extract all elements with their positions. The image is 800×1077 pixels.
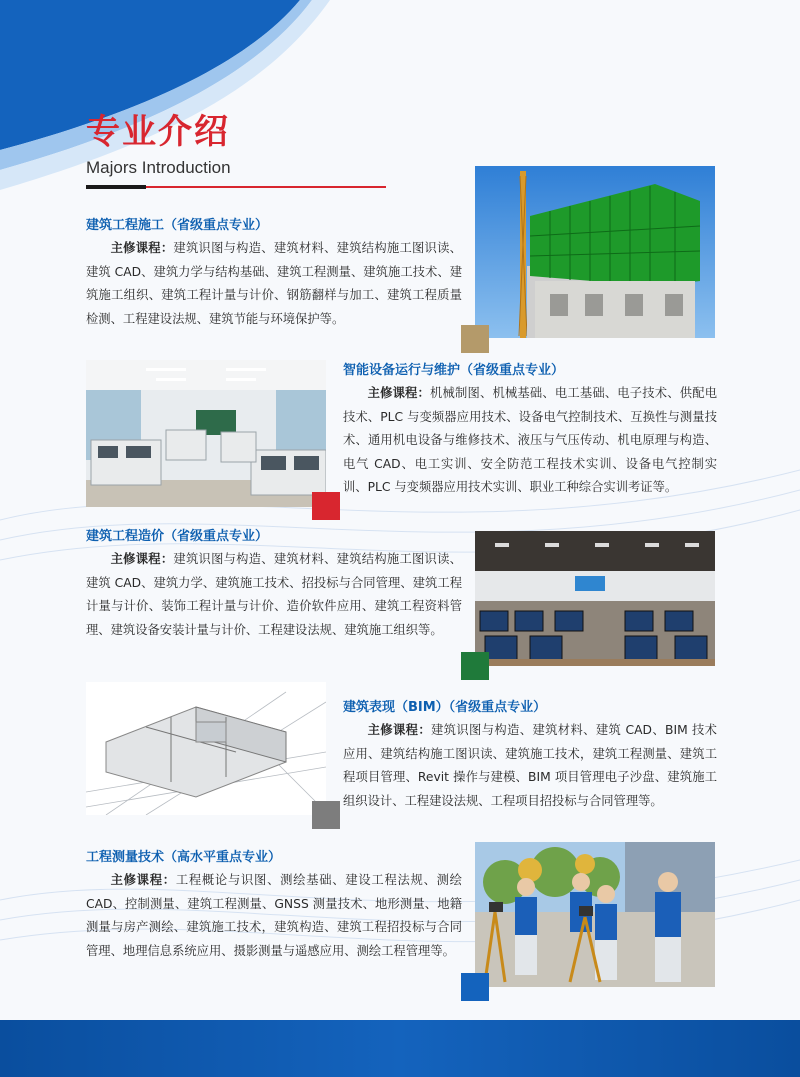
major-section-3	[86, 527, 462, 642]
major-section-1	[86, 216, 462, 331]
courses-label: 主修课程：	[367, 723, 431, 737]
courses-label: 主修课程：	[110, 241, 174, 255]
major-title: 建筑表现（BIM）（省级重点专业）	[343, 700, 547, 715]
decor-square-red	[312, 492, 340, 520]
decor-square-blue	[461, 973, 489, 1001]
computer-lab-photo	[475, 531, 715, 666]
courses-label: 主修课程：	[110, 873, 176, 887]
decor-square-gold	[461, 325, 489, 353]
courses-label: 主修课程：	[367, 386, 431, 400]
title-divider	[86, 186, 386, 188]
courses-text: 机械制图、机械基础、电工基础、电子技术、供配电技术、PLC 与变频器应用技术、设备电气控制技术、互换性与测量技术、通用机电设备与维修技术、液压与气压传动、机电原理与构造、电气 CAD、电工实训、安全防范工程技术实训、设备电气控制实训、PLC 与变频器应用技术实训、职业工种综合实训考证等。	[343, 386, 717, 494]
major-courses	[86, 237, 462, 331]
courses-text: 建筑识图与构造、建筑材料、建筑结构施工图识读、建筑 CAD、建筑力学、建筑施工技术、招投标与合同管理、建筑工程计量与计价、装饰工程计量与计价、造价软件应用、建筑工程资料管理、建筑设备安装计量与计价、工程建设法规、建筑施工组织等。	[86, 552, 462, 637]
construction-site-photo	[475, 166, 715, 338]
major-section-2	[343, 361, 717, 500]
major-section-5	[86, 848, 462, 963]
major-courses	[86, 869, 462, 963]
major-title: 建筑工程施工（省级重点专业）	[86, 218, 269, 233]
page-title: 专业介绍	[86, 112, 230, 152]
major-courses	[86, 548, 462, 642]
decor-square-gray	[312, 801, 340, 829]
bim-model-render	[86, 682, 326, 815]
footer-bar	[0, 1020, 800, 1077]
courses-text: 建筑识图与构造、建筑材料、建筑结构施工图识读、建筑 CAD、建筑力学与结构基础、建筑工程测量、建筑施工技术、建筑施工组织、建筑工程计量与计价、钢筋翻样与加工、建筑工程质量检测、工程建设法规、建筑节能与环境保护等。	[86, 241, 462, 326]
major-title: 建筑工程造价（省级重点专业）	[86, 529, 269, 544]
major-title: 智能设备运行与维护（省级重点专业）	[343, 363, 565, 378]
major-section-4	[343, 698, 717, 813]
electrical-lab-photo	[86, 360, 326, 507]
major-courses	[343, 382, 717, 500]
courses-text: 工程概论与识图、测绘基础、建设工程法规、测绘 CAD、控制测量、建筑工程测量、GNSS 测量技术、地形测量、地籍测量与房产测绘、建筑施工技术，建筑构造、建筑工程招投标与合同管理、地理信息系统应用、摄影测量与遥感应用、测绘工程管理等。	[86, 873, 462, 958]
courses-label: 主修课程：	[110, 552, 174, 566]
major-courses	[343, 719, 717, 813]
surveying-students-photo	[475, 842, 715, 987]
page-subtitle: Majors Introduction	[86, 158, 231, 177]
courses-text: 建筑识图与构造、建筑材料、建筑 CAD、BIM 技术应用、建筑结构施工图识读、建筑施工技术，建筑工程测量、建筑工程项目管理、Revit 操作与建模、BIM 项目管理电子沙盘、建筑施工组织设计、工程建设法规、工程项目招投标与合同管理等。	[343, 723, 717, 808]
decor-square-green	[461, 652, 489, 680]
major-title: 工程测量技术（高水平重点专业）	[86, 850, 282, 865]
